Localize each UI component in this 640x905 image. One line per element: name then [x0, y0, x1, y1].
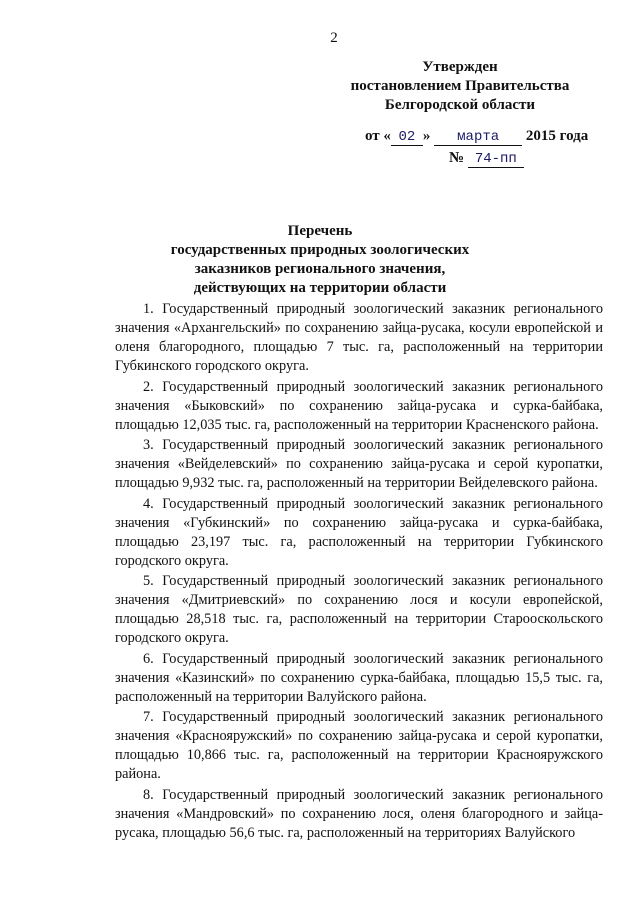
approval-line: Утвержден [422, 59, 498, 75]
list-item: 6. Государственный природный зоологический заказник регионального значения «Казинский» по сохранению сурка-байбака, площадью 15,5 тыс. га, расположенный на территории Валуйского района. [115, 650, 603, 705]
list-item: 5. Государственный природный зоологический заказник регионального значения «Дмитриевский» по сохранению лося и косули европейской, площадью 28,518 тыс. га, расположенный на территории Старооскольского городского округа. [115, 573, 603, 646]
date-prefix: от « [365, 128, 391, 144]
list-item: 7. Государственный природный зоологический заказник регионального значения «Краснояружский» по сохранению зайца-русака и серой куропатки, площадью 10,866 тыс. га, расположенный на территории Краснояружского района. [115, 709, 603, 782]
list-item: 2. Государственный природный зоологический заказник регионального значения «Быковский» по сохранению зайца-русака и сурка-байбака, площадью 12,035 тыс. га, расположенный на территории Красненского района. [115, 378, 603, 433]
decree-number [449, 148, 524, 168]
title-line: действующих на территории области [193, 280, 447, 296]
approval-line: Белгородской области [384, 97, 536, 113]
list-item: 3. Государственный природный зоологический заказник регионального значения «Вейделевский» по сохранению зайца-русака и серой куропатки, площадью 9,932 тыс. га, расположенный на территории Вейделевского района. [115, 437, 603, 491]
date-day: 02 [391, 129, 423, 146]
page-number: 2 [330, 30, 338, 46]
number-value: 74-пп [468, 151, 524, 168]
number-prefix: № [449, 150, 465, 166]
approval-block [340, 58, 580, 115]
document-title [150, 222, 490, 298]
reserve-list [115, 300, 603, 844]
title-line: государственных природных зоологических [170, 242, 470, 258]
list-item: 4. Государственный природный зоологический заказник регионального значения «Губкинский» по сохранению зайца-русака и сурка-байбака, площадью 23,197 тыс. га, расположенный на территории Губкинского городского округа. [115, 495, 603, 569]
date-month: марта [434, 129, 522, 146]
approval-line: постановлением Правительства [350, 78, 570, 94]
title-line: заказников регионального значения, [194, 261, 446, 277]
title-line: Перечень [287, 223, 353, 239]
date-middle: » [422, 128, 431, 144]
list-item: 8. Государственный природный зоологический заказник регионального значения «Мандровский» по сохранению лося, оленя благородного и зайца-русака, площадью 56,6 тыс. га, расположенный на территориях Валуйского [115, 786, 603, 841]
decree-date [365, 126, 625, 167]
date-year: 2015 года [525, 128, 589, 144]
list-item: 1. Государственный природный зоологический заказник регионального значения «Архангельский» по сохранению зайца-русака, косули европейской и оленя благородного, площадью 7 тыс. га, расположенный на территории Губкинского городского округа. [115, 301, 603, 374]
